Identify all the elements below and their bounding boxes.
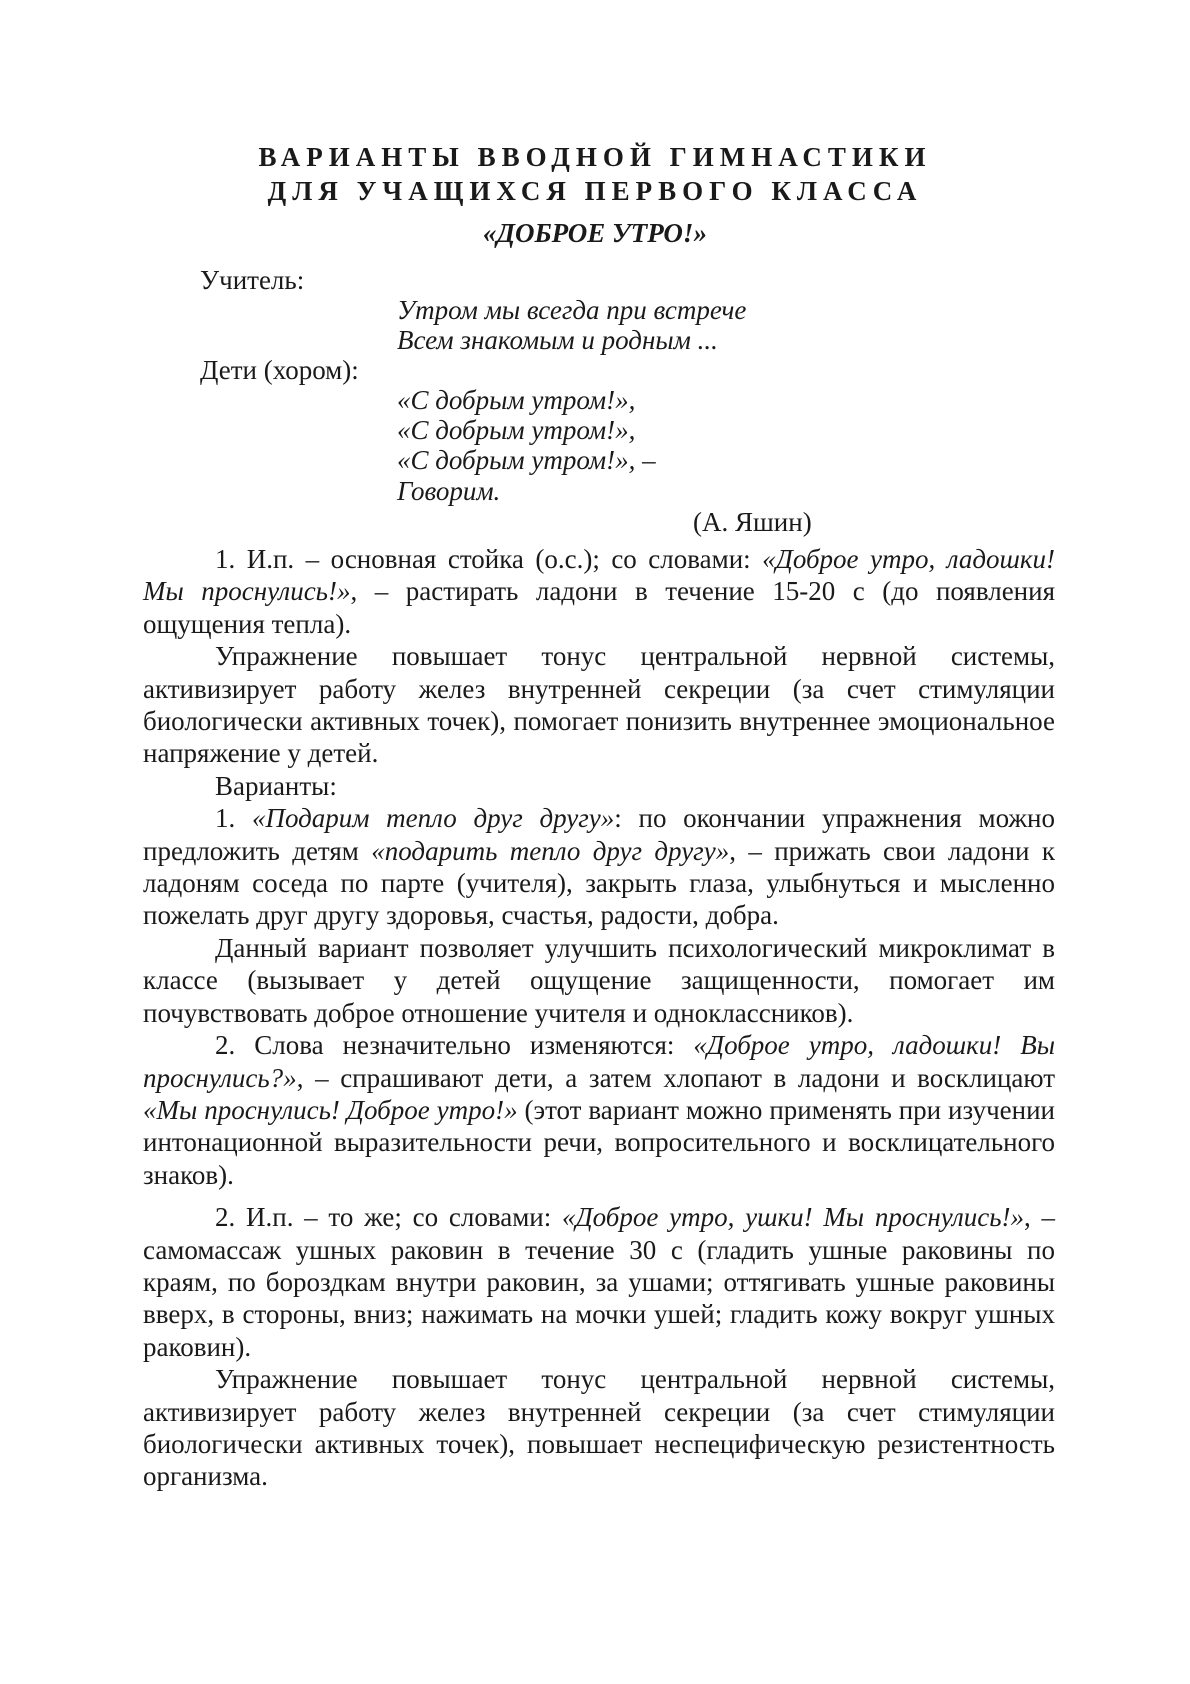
variant-1-effect: Данный вариант позволяет улучшить психологический микроклимат в классе (вызывает у детей ощущение защищенности, помогает им почувствовать доброе отношение учителя и одноклассников). <box>143 932 1055 1028</box>
children-label: Дети (хором): <box>200 355 359 385</box>
teacher-label: Учитель: <box>200 265 305 295</box>
main-text <box>143 543 1055 1493</box>
poem-line: Всем знакомым и родным ... <box>397 325 718 355</box>
variant-1: 1. «Подарим тепло друг другу»: по окончании упражнения можно предложить детям «подарить тепло друг другу», – прижать свои ладони к ладоням соседа по парте (учителя), закрыть глаза, улыбнуться и мысленно пожелать друг другу здоровья, счастья, радости, добра. <box>143 803 1055 931</box>
variant-2: 2. Слова незначительно изменяются: «Доброе утро, ладошки! Вы проснулись?», – спрашивают дети, а затем хлопают в ладони и восклицают «Мы проснулись! Доброе утро!» (этот вариант можно применять при изучении интонационной выразительности речи, вопросительного и восклицательного знаков). <box>143 1030 1055 1190</box>
exercise-1-effect: Упражнение повышает тонус центральной нервной системы, активизирует работу желез внутренней секреции (за счет стимуляции биологически активных точек), помогает понизить внутреннее эмоциональное напряжение у детей. <box>143 641 1055 769</box>
poem-line: «С добрым утром!», <box>397 385 636 415</box>
variants-label: Варианты: <box>215 770 337 801</box>
poem-line: Говорим. <box>397 476 501 506</box>
heading-subtitle: «ДОБРОЕ УТРО!» <box>483 218 707 248</box>
exercise-2-effect: Упражнение повышает тонус центральной нервной системы, активизирует работу желез внутренней секреции (за счет стимуляции биологически активных точек), повышает неспецифическую резистентность организма. <box>143 1364 1055 1492</box>
heading-line-2: ДЛЯ УЧАЩИХСЯ ПЕРВОГО КЛАССА <box>267 176 923 206</box>
poem-line: «С добрым утром!», – <box>397 445 656 475</box>
heading-line-1: ВАРИАНТЫ ВВОДНОЙ ГИМНАСТИКИ <box>258 142 932 172</box>
poem-line: Утром мы всегда при встрече <box>397 295 747 325</box>
exercise-1: 1. И.п. – основная стойка (о.с.); со словами: «Доброе утро, ладошки! Мы проснулись!», – растирать ладони в течение 15-20 с (до появления ощущения тепла). <box>143 544 1056 639</box>
poem-line: «С добрым утром!», <box>397 415 636 445</box>
exercise-2: 2. И.п. – то же; со словами: «Доброе утро, ушки! Мы проснулись!», – самомассаж ушных раковин в течение 30 с (гладить ушные раковины по краям, по бороздкам внутри раковин, за ушами; оттягивать ушные раковины вверх, в стороны, вниз; нажимать на мочки ушей; гладить кожу вокруг ушных раковин). <box>143 1202 1056 1362</box>
poem-author: (А. Яшин) <box>693 507 812 537</box>
